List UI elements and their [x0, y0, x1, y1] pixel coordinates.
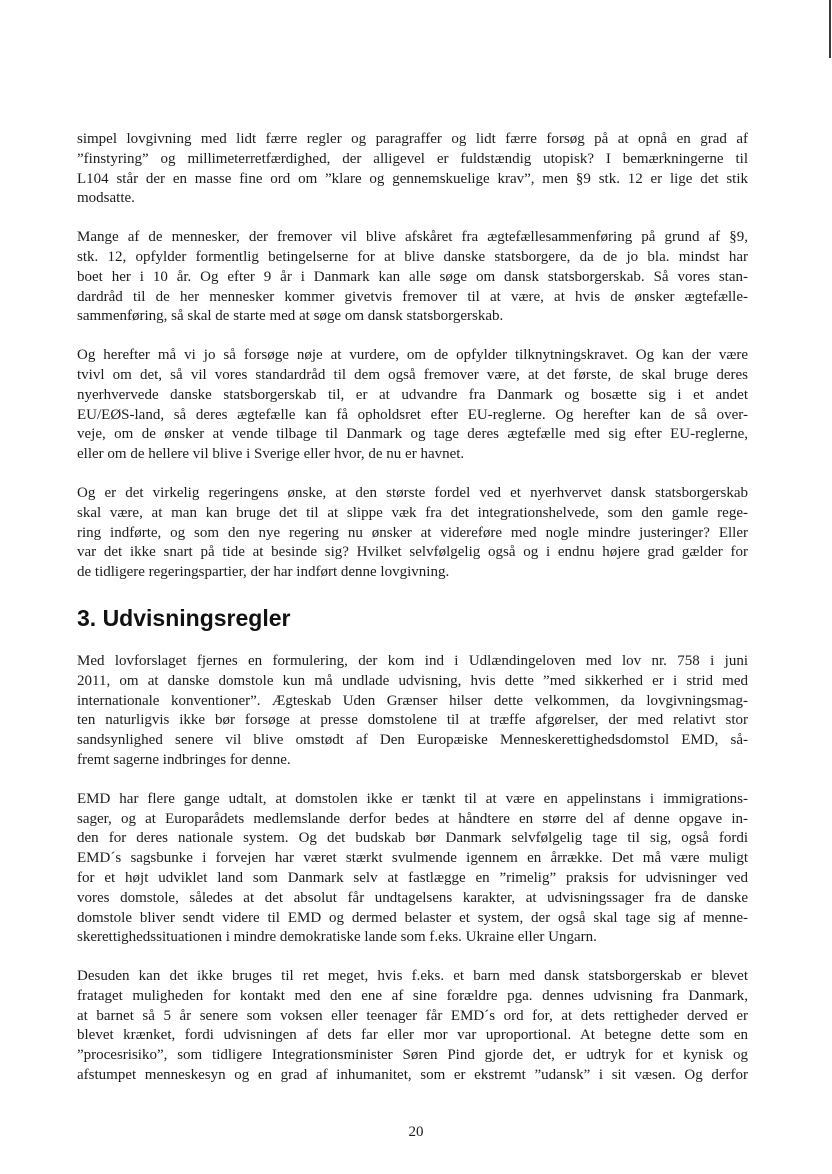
document-body: [77, 130, 748, 1086]
text-line: Og herefter må vi jo så forsøge nøje at vurdere, om de opfylder tilknytningskravet. Og kan der være: [77, 347, 748, 364]
text-line: tvivl om det, så vil vores standardråd til dem også fremover være, at det første, de skal bruge deres: [77, 366, 748, 383]
paragraph: [77, 228, 748, 327]
text-line: sandsynlighed senere vil blive omstødt af Den Europæiske Menneskerettighedsdomstol EMD, så-: [77, 732, 748, 749]
text-line: EMD har flere gange udtalt, at domstolen ikke er tænkt til at være en appelinstans i immigrations-: [77, 790, 748, 807]
paragraphs-before-heading: [77, 130, 748, 602]
text-line: frataget muligheden for kontakt med den ene af sine forældre pga. dennes udvisning fra Danmark,: [77, 987, 748, 1004]
text-line: EMD´s sagsbunke i forvejen har været stærkt svulmende igennem en årrække. Det må være muligt: [77, 850, 748, 867]
text-line: var det ikke snart på tide at besinde sig? Hvilket selvfølgelig også og i endnu højere grad gælder for: [77, 544, 748, 561]
paragraph-gap: [77, 771, 748, 790]
text-line: sammenføring, så skal de starte med at søge om dansk statsborgerskab.: [77, 308, 504, 325]
paragraph: [77, 790, 748, 948]
text-line: vores domstole, således at det absolut får undtagelsens karakter, at udvisningssager fra de danske: [77, 889, 748, 906]
text-line: EU/EØS-land, så deres ægtefælle kan få opholdsret efter EU-reglerne. Og herefter kan de så over-: [77, 406, 748, 423]
text-line: stk. 12, opfylder formentlig betingelserne for at blive danske statsborgere, da de jo bla. mindst har: [77, 248, 748, 265]
text-line: 2011, om at danske domstole kun må undlade udvisning, hvis dette ”med sikkerhed er i strid med: [77, 672, 748, 689]
text-line: afstumpet menneskesyn og en grad af inhumanitet, som er ekstremt ”udansk” i sit væsen. Og derfor: [77, 1067, 748, 1084]
text-line: domstole bliver sendt videre til EMD og dermed belaster et system, der også skal tage sig af menne-: [77, 909, 748, 926]
paragraph: [77, 130, 748, 209]
text-line: eller om de hellere vil blive i Sverige eller hvor, de nu er havnet.: [77, 446, 465, 463]
text-line: nyerhvervede danske statsborgerskab til, er at udvandre fra Danmark og bosætte sig i et andet: [77, 386, 748, 403]
text-line: dardråd til de her mennesker kommer givetvis fremover til at være, at hvis de ønsker ægtefælle-: [77, 288, 748, 305]
paragraph: [77, 967, 748, 1086]
text-line: veje, om de ønsker at vende tilbage til Danmark og tage deres ægtefælle med sig efter EU-reglerne,: [77, 426, 748, 443]
text-line: fremt sagerne indbringes for denne.: [77, 751, 291, 768]
text-line: Desuden kan det ikke bruges til ret meget, hvis f.eks. et barn med dansk statsborgerskab er blevet: [77, 968, 748, 985]
paragraph-gap: [77, 327, 748, 346]
text-line: blevet krænket, fordi udvisningen af dets far eller mor var uproportional. At betegne dette som en: [77, 1027, 748, 1044]
section-heading: 3. Udvisningsregler: [77, 604, 291, 631]
page-number: 20: [408, 1124, 424, 1140]
text-line: Mange af de mennesker, der fremover vil blive afskåret fra ægtefællesammenføring på grund af §9,: [77, 229, 748, 246]
text-line: ring indførte, og som den nye regering nu ønsker at videreføre med nogle mindre justeringer? Eller: [77, 524, 748, 541]
paragraphs-after-heading: [77, 652, 748, 1086]
paragraph-gap: [77, 465, 748, 484]
paragraph-gap: [77, 948, 748, 967]
text-line: Med lovforslaget fjernes en formulering, der kom ind i Udlændingeloven med lov nr. 758 i juni: [77, 652, 748, 669]
paragraph-gap: [77, 209, 748, 228]
text-line: for et højt udviklet land som Danmark selv at fastlægge en ”rimelig” praksis for udvisninger ved: [77, 869, 748, 886]
text-line: L104 står der en masse fine ord om ”klare og gennemskuelige krav”, men §9 stk. 12 er lige det stik: [77, 170, 748, 187]
text-line: ”procesrisiko”, som tidligere Integrationsminister Søren Pind gjorde det, er udtryk for et kynisk og: [77, 1047, 748, 1064]
paragraph-gap: [77, 583, 748, 602]
text-line: Og er det virkelig regeringens ønske, at den største fordel ved et nyerhvervet dansk statsborgerskab: [77, 484, 748, 501]
text-line: de tidligere regeringspartier, der har indført denne lovgivning.: [77, 564, 450, 581]
text-line: skal være, at man kan bruge det til at slippe væk fra det integrationshelvede, som den gamle rege-: [77, 504, 748, 521]
page-edge-mark: [829, 0, 831, 58]
paragraph: [77, 346, 748, 465]
paragraph: [77, 484, 748, 583]
text-line: modsatte.: [77, 190, 135, 207]
text-line: internationale konventioner”. Ægteskab Uden Grænser hilser dette velkommen, da lovgivningsmag-: [77, 692, 748, 709]
text-line: den for deres nationale system. Og det budskab bør Danmark selvfølgelig tage til sig, også fordi: [77, 830, 748, 847]
text-line: at barnet så 5 år senere som voksen eller teenager får EMD´s ord for, at dets rettigheder derved er: [77, 1007, 748, 1024]
text-line: simpel lovgivning med lidt færre regler og paragraffer og lidt færre forsøg på at opnå en grad af: [77, 131, 748, 147]
text-line: ”finstyring” og millimeterretfærdighed, der alligevel er fuldstændig utopisk? I bemærkningerne til: [77, 150, 748, 167]
text-line: ten naturligvis ikke bør forsøge at presse domstolene til at træffe afgørelser, der med relativt stor: [77, 712, 748, 729]
text-line: boet her i 10 år. Og efter 9 år i Danmark kan alle søge om dansk statsborgerskab. Så vores stan-: [77, 268, 748, 285]
paragraph: [77, 652, 748, 771]
text-line: sager, og at Europarådets medlemslande derfor bedes at håndtere en større del af denne opgave in-: [77, 810, 748, 827]
text-line: skerettighedssituationen i mindre demokratiske lande som f.eks. Ukraine eller Ungarn.: [77, 929, 597, 946]
